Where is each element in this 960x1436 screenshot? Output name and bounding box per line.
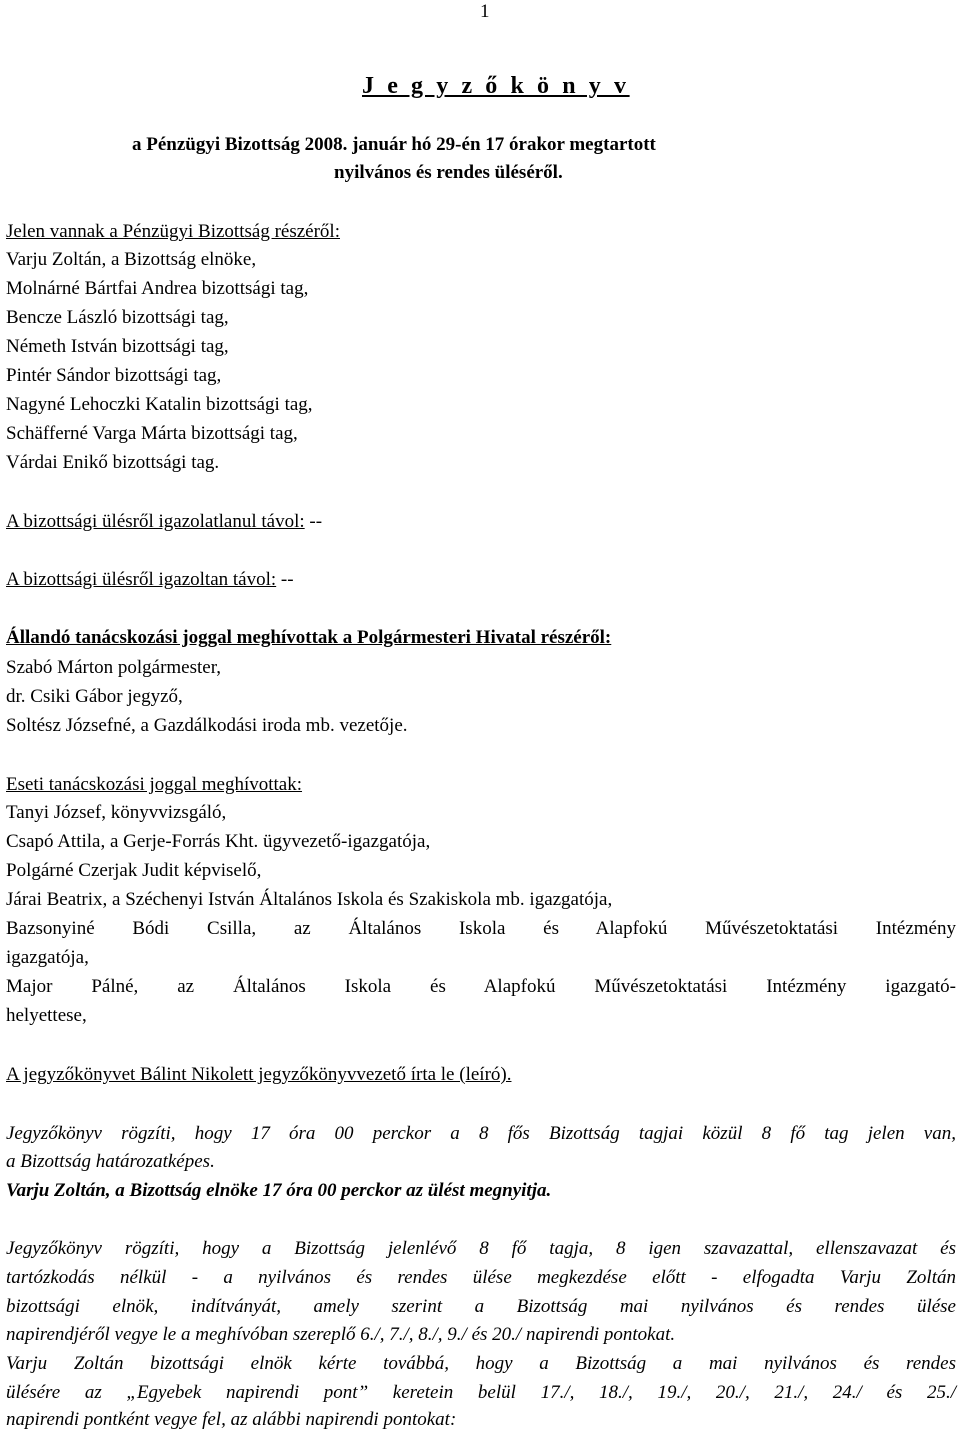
occasional-invitees-heading: Eseti tanácskozási joggal meghívottak: — [6, 774, 303, 795]
subtitle-line-2: nyilvános és rendes üléséről. — [334, 162, 563, 183]
occasional-invitee-bazsonyine-cont: igazgatója, — [6, 947, 89, 968]
agenda-p1-line: tartózkodás nélkül - a nyilvános és rendes ülése megkezdése előtt - elfogadta Varju Zoltán — [6, 1267, 956, 1288]
permanent-invitee: Soltész Józsefné, a Gazdálkodási iroda mb. vezetője. — [6, 715, 408, 736]
permanent-invitees-heading: Állandó tanácskozási joggal meghívottak a Polgármesteri Hivatal részéről: — [6, 627, 612, 648]
present-member: Schäfferné Varga Márta bizottsági tag, — [6, 423, 298, 444]
agenda-p1-line: Jegyzőkönyv rögzíti, hogy a Bizottság jelenlévő 8 fő tagja, 8 igen szavazattal, ellenszavazat és — [6, 1238, 956, 1259]
quorum-line-1: Jegyzőkönyv rögzíti, hogy 17 óra 00 perckor a 8 fős Bizottság tagjai közül 8 fő tag jelen van, — [6, 1123, 956, 1144]
absent-excused-label: A bizottsági ülésről igazoltan távol: — [6, 569, 277, 590]
occasional-invitee: Csapó Attila, a Gerje-Forrás Kht. ügyvezető-igazgatója, — [6, 831, 431, 852]
occasional-invitee: Polgárné Czerjak Judit képviselő, — [6, 860, 262, 881]
recorder-line: A jegyzőkönyvet Bálint Nikolett jegyzőkönyvvezető írta le (leíró). — [6, 1064, 512, 1085]
agenda-p1-line: bizottsági elnök, indítványát, amely szerint a Bizottság mai nyilvános és rendes ülése — [6, 1296, 956, 1317]
absent-unexcused-label: A bizottsági ülésről igazolatlanul távol: — [6, 511, 305, 532]
quorum-line-2: a Bizottság határozatképes. — [6, 1151, 215, 1172]
present-member: Molnárné Bártfai Andrea bizottsági tag, — [6, 278, 309, 299]
present-member: Varju Zoltán, a Bizottság elnöke, — [6, 249, 257, 270]
present-member: Pintér Sándor bizottsági tag, — [6, 365, 222, 386]
present-member: Nagyné Lehoczki Katalin bizottsági tag, — [6, 394, 313, 415]
agenda-p2-line: ülésére az „Egyebek napirendi pont” keretein belül 17./, 18./, 19./, 20./, 21./, 24./ és 25./ — [6, 1382, 956, 1403]
absent-unexcused — [6, 508, 322, 536]
document-title: J e g y z ő k ö n y v — [362, 73, 630, 99]
page-number: 1 — [480, 1, 490, 22]
present-member: Bencze László bizottsági tag, — [6, 307, 229, 328]
opening-statement: Varju Zoltán, a Bizottság elnöke 17 óra 00 perckor az ülést megnyitja. — [6, 1180, 552, 1201]
agenda-p1-last: napirendjéről vegye le a meghívóban szereplő 6./, 7./, 8./, 9./ és 20./ napirendi pontokat. — [6, 1324, 676, 1345]
absent-unexcused-value: -- — [304, 511, 323, 532]
present-heading: Jelen vannak a Pénzügyi Bizottság részéről: — [6, 221, 340, 242]
occasional-invitee: Tanyi József, könyvvizsgáló, — [6, 802, 227, 823]
occasional-invitee-bazsonyine: Bazsonyiné Bódi Csilla, az Általános Iskola és Alapfokú Művészetoktatási Intézmény — [6, 918, 956, 939]
present-member: Németh István bizottsági tag, — [6, 336, 229, 357]
permanent-invitee: Szabó Márton polgármester, — [6, 657, 222, 678]
present-member: Várdai Enikő bizottsági tag. — [6, 452, 220, 473]
agenda-p2-last: napirendi pontként vegye fel, az alábbi napirendi pontokat: — [6, 1409, 457, 1430]
absent-excused — [6, 566, 294, 594]
permanent-invitee: dr. Csiki Gábor jegyző, — [6, 686, 183, 707]
subtitle-line-1: a Pénzügyi Bizottság 2008. január hó 29-én 17 órakor megtartott — [132, 134, 656, 155]
occasional-invitee-major-cont: helyettese, — [6, 1005, 87, 1026]
occasional-invitee-major: Major Pálné, az Általános Iskola és Alapfokú Művészetoktatási Intézmény igazgató- — [6, 976, 956, 997]
absent-excused-value: -- — [276, 569, 294, 590]
occasional-invitee: Járai Beatrix, a Széchenyi István Általános Iskola és Szakiskola mb. igazgatója, — [6, 889, 613, 910]
agenda-p2-line: Varju Zoltán bizottsági elnök kérte továbbá, hogy a Bizottság a mai nyilvános és rendes — [6, 1353, 956, 1374]
